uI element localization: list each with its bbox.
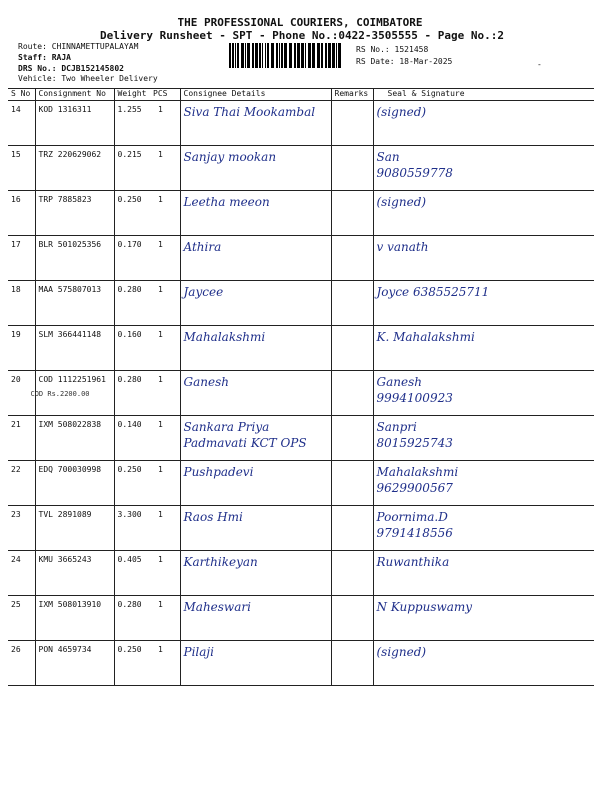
row-signature xyxy=(373,596,594,641)
consignee-name: Karthikeyan xyxy=(183,555,258,569)
row-consignee xyxy=(180,281,331,326)
row-signature xyxy=(373,101,594,146)
table-row xyxy=(8,326,594,371)
handwritten-signature: (signed) xyxy=(376,645,427,659)
col-remarks: Remarks xyxy=(331,89,373,101)
drs-label: DRS No.: xyxy=(18,64,57,73)
table-row xyxy=(8,281,594,326)
table-row xyxy=(8,371,594,416)
row-consignee xyxy=(180,326,331,371)
row-weight: 1.255 xyxy=(114,101,150,146)
row-consignee xyxy=(180,416,331,461)
consignment-number: PON 4659734 xyxy=(38,645,92,654)
staff-label: Staff: xyxy=(18,53,47,62)
consignment-number: MAA 575807013 xyxy=(38,285,102,294)
row-consignment xyxy=(35,101,114,146)
pen-mark: - xyxy=(537,60,542,69)
barcode-bar xyxy=(332,43,335,68)
runsheet-table xyxy=(8,88,594,686)
handwritten-signature: Sanpri xyxy=(376,420,417,434)
row-weight: 0.250 xyxy=(114,641,150,686)
consignee-name: Leetha meeon xyxy=(183,195,270,209)
barcode-bar xyxy=(259,43,261,68)
handwritten-phone: 9080559778 xyxy=(376,166,453,180)
staff-value: RAJA xyxy=(51,53,71,62)
row-weight: 0.170 xyxy=(114,236,150,281)
row-sno: 19 xyxy=(8,326,35,371)
barcode-bar xyxy=(328,43,331,68)
row-signature xyxy=(373,146,594,191)
row-sno: 24 xyxy=(8,551,35,596)
consignment-number: KOD 1316311 xyxy=(38,105,92,114)
consignee-name: Pilaji xyxy=(183,645,214,659)
consignee-name: Maheswari xyxy=(183,600,251,614)
document-subtitle: Delivery Runsheet - SPT - Phone No.:0422-3505555 - Page No.:2 xyxy=(100,29,504,42)
consignment-number: TRP 7885823 xyxy=(38,195,92,204)
barcode-bar xyxy=(252,43,254,68)
consignment-number: IXM 508013910 xyxy=(38,600,102,609)
consignee-name: Athira xyxy=(183,240,222,254)
row-pcs: 1 xyxy=(150,326,180,371)
table-header-row xyxy=(8,89,594,101)
row-consignment xyxy=(35,236,114,281)
barcode-bar xyxy=(245,43,246,68)
document-title: THE PROFESSIONAL COURIERS, COIMBATORE xyxy=(177,16,423,29)
handwritten-signature: v vanath xyxy=(376,240,429,254)
row-consignment xyxy=(35,281,114,326)
col-signature: Seal & Signature xyxy=(373,89,594,101)
consignee-name: Sanjay mookan xyxy=(183,150,277,164)
rs-date-value: 18-Mar-2025 xyxy=(399,57,453,66)
consignment-number: EDQ 700030998 xyxy=(38,465,102,474)
vehicle-value: Two Wheeler Delivery xyxy=(61,74,158,83)
row-pcs: 1 xyxy=(150,371,180,416)
row-remarks xyxy=(331,326,373,371)
row-sno: 20 xyxy=(8,371,35,416)
row-consignment xyxy=(35,641,114,686)
handwritten-phone: 9994100923 xyxy=(376,391,453,405)
table-row xyxy=(8,551,594,596)
row-signature xyxy=(373,506,594,551)
table-row xyxy=(8,416,594,461)
row-consignee xyxy=(180,596,331,641)
row-consignee xyxy=(180,551,331,596)
row-weight: 0.405 xyxy=(114,551,150,596)
handwritten-phone: 9791418556 xyxy=(376,526,453,540)
row-remarks xyxy=(331,371,373,416)
table-row xyxy=(8,236,594,281)
row-remarks xyxy=(331,461,373,506)
rs-date-label: RS Date: xyxy=(356,57,395,66)
barcode-bar xyxy=(281,43,283,68)
drs-value: DCJB152145802 xyxy=(61,64,124,73)
row-remarks xyxy=(331,191,373,236)
rs-no-value: 1521458 xyxy=(394,45,429,54)
barcode-bar xyxy=(235,43,236,68)
row-remarks xyxy=(331,551,373,596)
consignee-name: Pushpadevi xyxy=(183,465,254,479)
row-remarks xyxy=(331,146,373,191)
barcode-image xyxy=(229,43,342,68)
row-weight: 0.280 xyxy=(114,596,150,641)
barcode-bar xyxy=(305,43,306,68)
barcode-bar xyxy=(297,43,300,68)
row-consignment xyxy=(35,326,114,371)
row-pcs: 1 xyxy=(150,506,180,551)
col-consignee: Consignee Details xyxy=(180,89,331,101)
barcode-bar xyxy=(325,43,327,68)
row-pcs: 1 xyxy=(150,236,180,281)
row-sno: 15 xyxy=(8,146,35,191)
drs-line xyxy=(18,64,124,73)
row-weight: 0.280 xyxy=(114,281,150,326)
table-row xyxy=(8,641,594,686)
rs-date-line xyxy=(356,57,452,66)
row-consignee xyxy=(180,236,331,281)
consignee-name: Ganesh xyxy=(183,375,229,389)
consignee-name: Siva Thai Mookambal xyxy=(183,105,316,119)
row-signature xyxy=(373,191,594,236)
row-remarks xyxy=(331,596,373,641)
row-consignee xyxy=(180,506,331,551)
row-weight: 0.250 xyxy=(114,461,150,506)
table-row xyxy=(8,596,594,641)
consignee-name: Jaycee xyxy=(183,285,224,299)
row-sno: 26 xyxy=(8,641,35,686)
barcode-bar xyxy=(289,43,292,68)
col-consignment: Consignment No xyxy=(35,89,114,101)
barcode-bar xyxy=(284,43,287,68)
row-consignment xyxy=(30,371,114,416)
handwritten-signature: N Kuppuswamy xyxy=(376,600,473,614)
table-row xyxy=(8,146,594,191)
handwritten-phone: 8015925743 xyxy=(376,436,453,450)
row-consignee xyxy=(180,146,331,191)
vehicle-label: Vehicle: xyxy=(18,74,57,83)
row-consignment xyxy=(35,506,114,551)
consignee-name: Raos Hmi xyxy=(183,510,243,524)
row-weight: 0.280 xyxy=(114,371,150,416)
barcode-bar xyxy=(232,43,234,68)
table-row xyxy=(8,191,594,236)
cod-amount: COD Rs.2200.00 xyxy=(30,390,90,398)
row-signature xyxy=(373,371,594,416)
consignment-number: SLM 366441148 xyxy=(38,330,102,339)
row-sno: 23 xyxy=(8,506,35,551)
row-weight: 0.140 xyxy=(114,416,150,461)
row-sno: 14 xyxy=(8,101,35,146)
row-consignment xyxy=(35,416,114,461)
row-consignment xyxy=(35,551,114,596)
row-pcs: 1 xyxy=(150,146,180,191)
barcode-bar xyxy=(237,43,239,68)
consignment-number: COD 1112251961 xyxy=(38,375,106,384)
row-pcs: 1 xyxy=(150,191,180,236)
row-consignee xyxy=(180,191,331,236)
barcode-bar xyxy=(276,43,278,68)
row-sno: 17 xyxy=(8,236,35,281)
row-pcs: 1 xyxy=(150,596,180,641)
row-consignment xyxy=(35,461,114,506)
row-signature xyxy=(373,281,594,326)
table-row xyxy=(8,506,594,551)
consignee-name: Sankara Priya xyxy=(183,420,270,434)
row-weight: 3.300 xyxy=(114,506,150,551)
handwritten-signature: Ruwanthika xyxy=(376,555,450,569)
barcode-bar xyxy=(308,43,311,68)
row-weight: 0.250 xyxy=(114,191,150,236)
table-row xyxy=(8,101,594,146)
barcode-bar xyxy=(294,43,296,68)
handwritten-signature: Joyce 6385525711 xyxy=(376,285,490,299)
col-sno: S No xyxy=(8,89,35,101)
route-label: Route: xyxy=(18,42,47,51)
row-consignment xyxy=(35,191,114,236)
consignment-number: BLR 501025356 xyxy=(38,240,102,249)
handwritten-phone: 9629900567 xyxy=(376,481,453,495)
row-remarks xyxy=(331,506,373,551)
vehicle-line xyxy=(18,74,158,83)
col-weight: Weight xyxy=(114,89,150,101)
handwritten-signature: Mahalakshmi xyxy=(376,465,459,479)
barcode-bar xyxy=(241,43,244,68)
row-pcs: 1 xyxy=(150,551,180,596)
consignment-number: IXM 508022838 xyxy=(38,420,102,429)
row-remarks xyxy=(331,641,373,686)
barcode-bar xyxy=(262,43,263,68)
barcode-bar xyxy=(267,43,269,68)
consignee-name: Mahalakshmi xyxy=(183,330,266,344)
row-remarks xyxy=(331,281,373,326)
rs-no-label: RS No.: xyxy=(356,45,390,54)
row-sno: 18 xyxy=(8,281,35,326)
row-remarks xyxy=(331,416,373,461)
row-pcs: 1 xyxy=(150,641,180,686)
row-consignment xyxy=(35,146,114,191)
consignment-number: TVL 2891089 xyxy=(38,510,92,519)
row-weight: 0.215 xyxy=(114,146,150,191)
row-signature xyxy=(373,461,594,506)
barcode-bar xyxy=(336,43,337,68)
handwritten-signature: San xyxy=(376,150,400,164)
row-signature xyxy=(373,551,594,596)
rs-no-line xyxy=(356,45,428,54)
barcode-bar xyxy=(279,43,280,68)
row-pcs: 1 xyxy=(150,416,180,461)
row-signature xyxy=(373,641,594,686)
row-signature xyxy=(373,326,594,371)
handwritten-signature: K. Mahalakshmi xyxy=(376,330,475,344)
row-sno: 25 xyxy=(8,596,35,641)
barcode-bar xyxy=(338,43,341,68)
route-value: CHINNAMETTUPALAYAM xyxy=(51,42,139,51)
row-signature xyxy=(373,236,594,281)
barcode-bar xyxy=(312,43,315,68)
handwritten-signature: Ganesh xyxy=(376,375,422,389)
consignment-number: TRZ 220629062 xyxy=(38,150,102,159)
row-pcs: 1 xyxy=(150,281,180,326)
row-consignment xyxy=(35,596,114,641)
barcode-bar xyxy=(301,43,304,68)
row-consignee xyxy=(180,461,331,506)
row-weight: 0.160 xyxy=(114,326,150,371)
staff-line xyxy=(18,53,71,62)
barcode-bar xyxy=(321,43,323,68)
table-row xyxy=(8,461,594,506)
row-signature xyxy=(373,416,594,461)
row-pcs: 1 xyxy=(150,101,180,146)
route-line xyxy=(18,42,138,51)
barcode-bar xyxy=(247,43,250,68)
handwritten-signature: Poornima.D xyxy=(376,510,448,524)
consignee-name-line2: Padmavati KCT OPS xyxy=(183,436,307,450)
row-pcs: 1 xyxy=(150,461,180,506)
handwritten-signature: (signed) xyxy=(376,105,427,119)
row-sno: 16 xyxy=(8,191,35,236)
handwritten-signature: (signed) xyxy=(376,195,427,209)
consignment-number: KMU 3665243 xyxy=(38,555,92,564)
col-pcs: PCS xyxy=(150,89,180,101)
barcode-bar xyxy=(265,43,266,68)
barcode-bar xyxy=(255,43,258,68)
row-remarks xyxy=(331,236,373,281)
row-consignee xyxy=(180,371,331,416)
row-consignee xyxy=(180,641,331,686)
row-sno: 22 xyxy=(8,461,35,506)
barcode-bar xyxy=(271,43,274,68)
row-remarks xyxy=(331,101,373,146)
barcode-bar xyxy=(229,43,231,68)
row-sno: 21 xyxy=(8,416,35,461)
row-consignee xyxy=(180,101,331,146)
barcode-bar xyxy=(317,43,320,68)
